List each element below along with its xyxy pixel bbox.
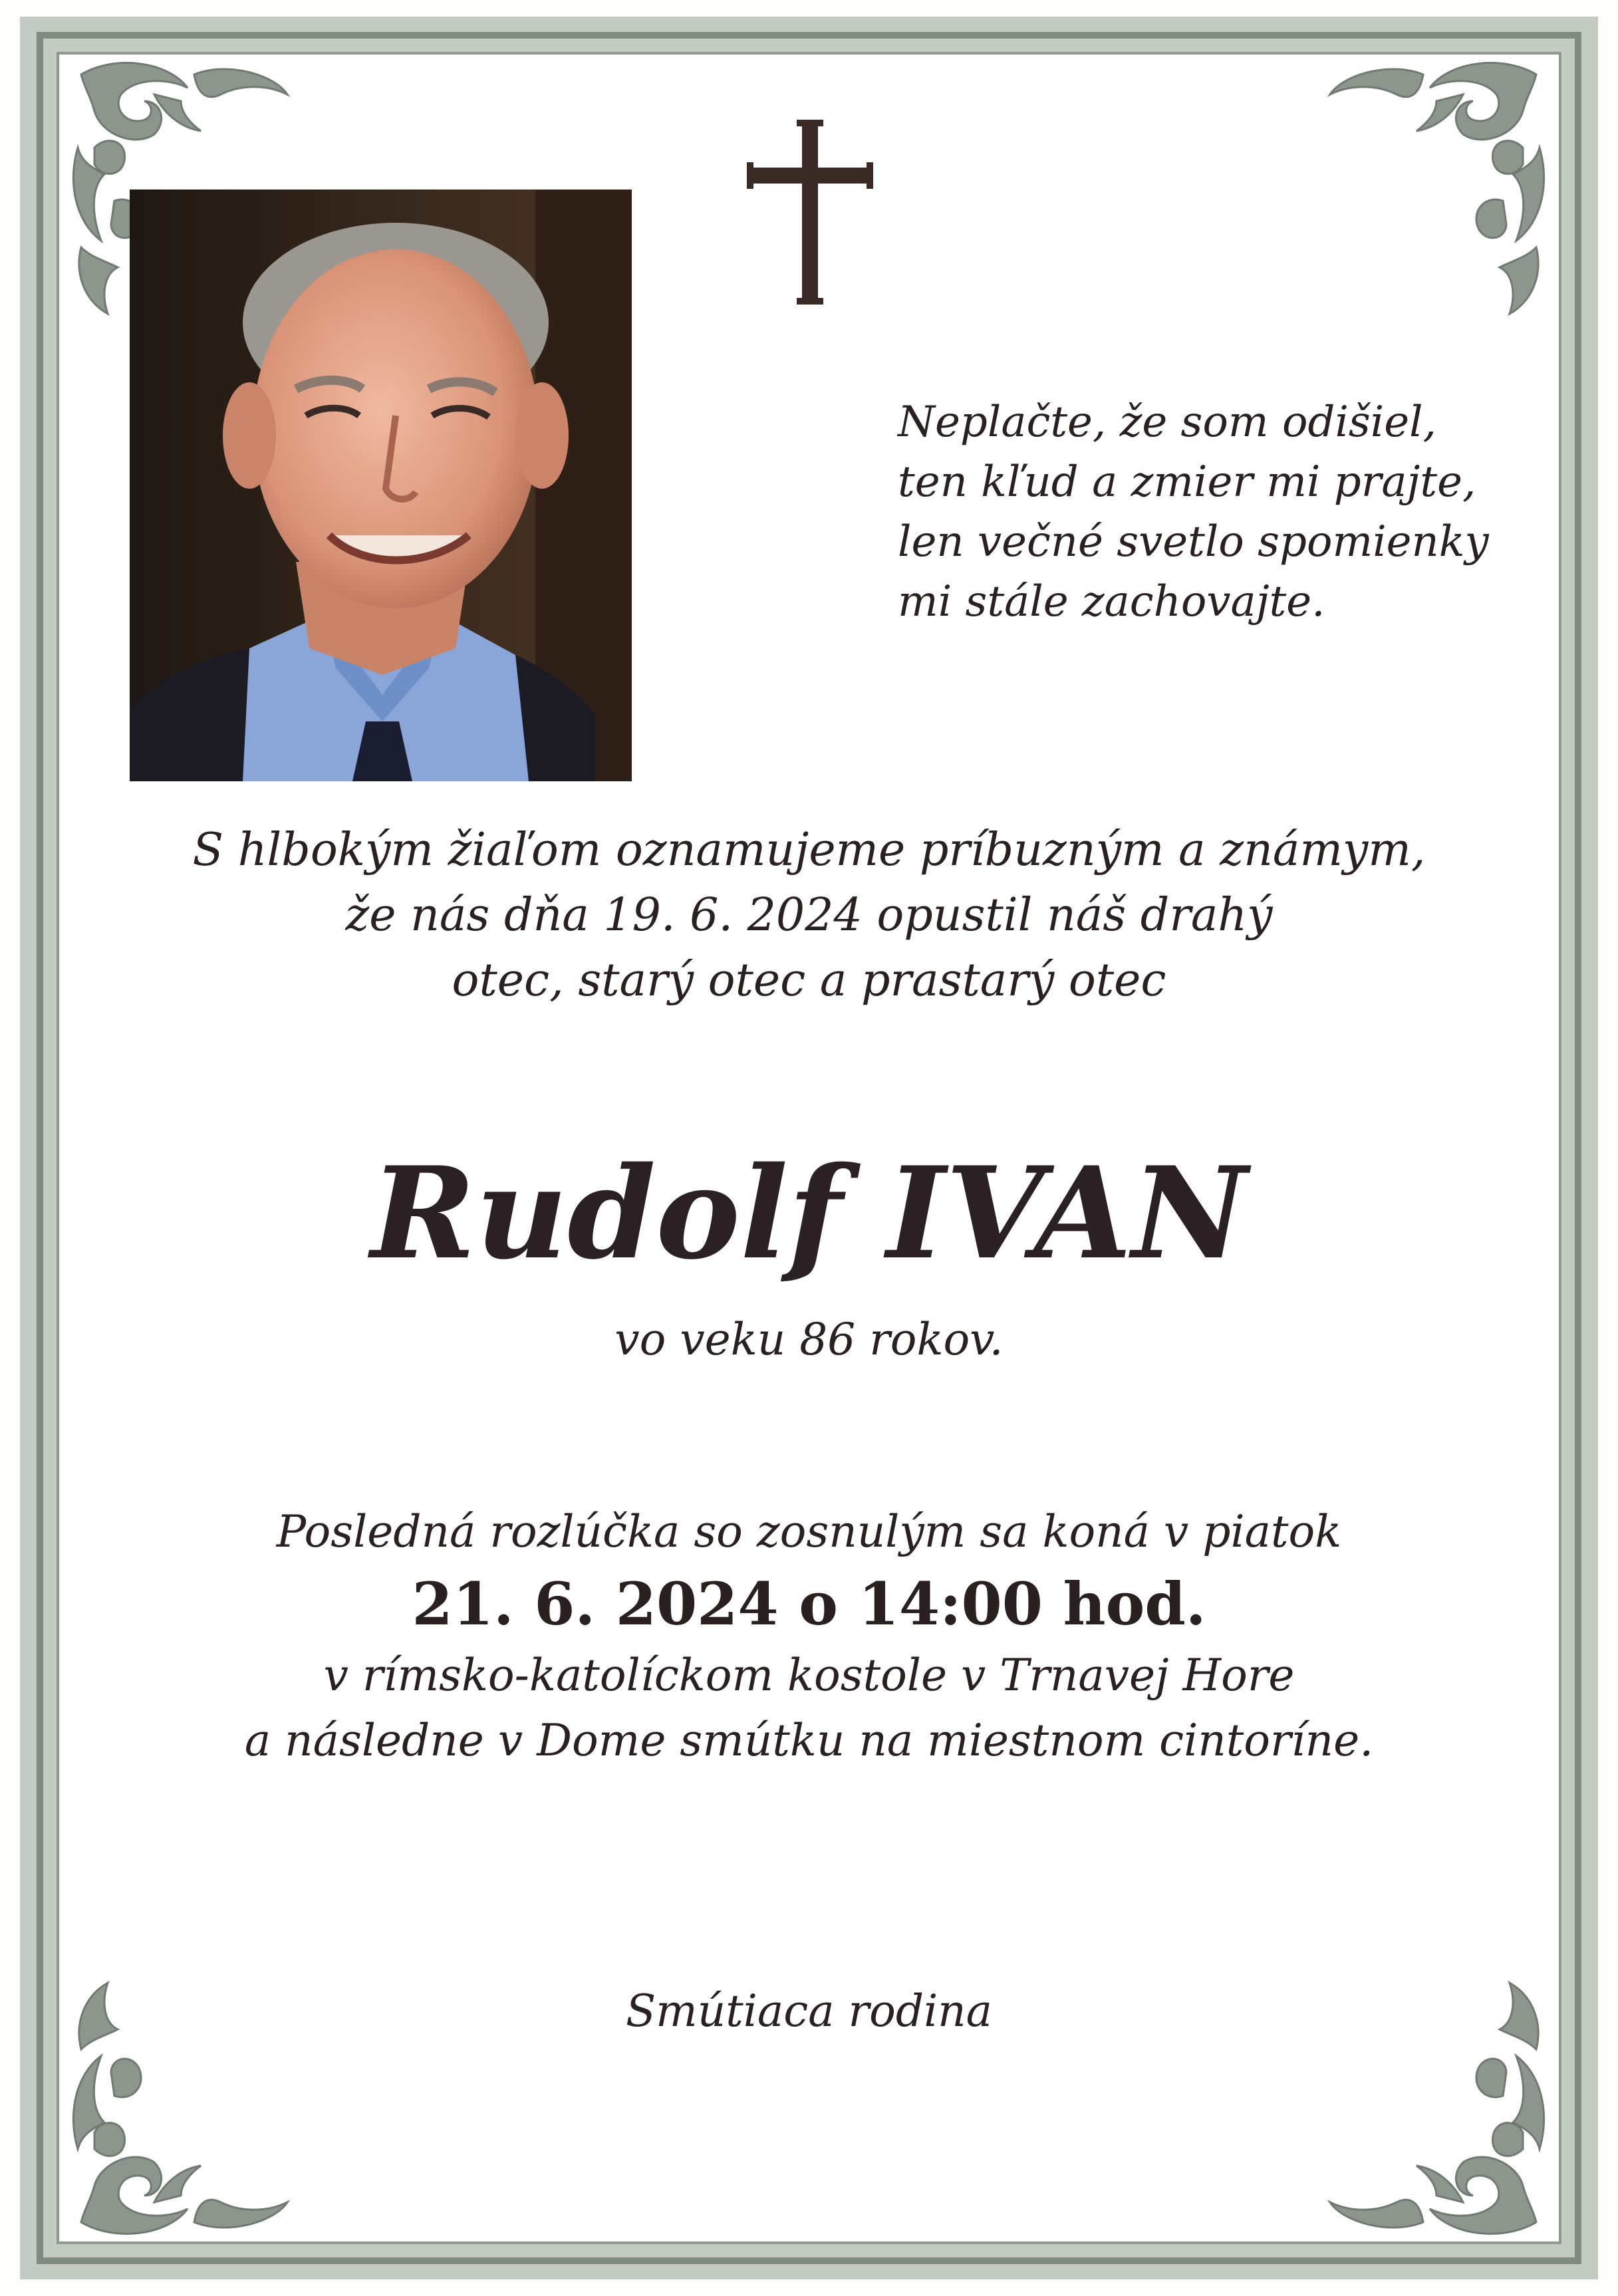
announcement-line: že nás dňa 19. 6. 2024 opustil náš drahý [345,889,1273,942]
announcement-line: otec, starý otec a prastarý otec [452,954,1166,1007]
poem-line: ten kľud a zmier mi prajte, [898,457,1476,507]
memorial-poem [898,392,1496,632]
deceased-age: vo veku 86 rokov. [614,1314,1004,1365]
signature: Smútiaca rodina [625,1985,993,2037]
announcement-line: S hlbokým žiaľom oznamujeme príbuzným a známym, [192,824,1426,876]
death-announcement [80,818,1538,1013]
funeral-details [80,1499,1538,1773]
cross-icon [743,120,876,306]
funeral-datetime: 21. 6. 2024 o 14:00 hod. [412,1569,1206,1638]
poem-line: mi stále zachovajte. [898,577,1325,626]
portrait-illustration [130,190,632,781]
poem-line: Neplačte, že som odišiel, [898,398,1436,447]
portrait-photo [130,190,632,781]
deceased-name: Rudolf IVAN [370,1139,1248,1287]
funeral-place: v rímsko-katolíckom kostole v Trnavej Hore [323,1650,1295,1701]
poem-line: len večné svetlo spomienky [898,517,1489,567]
funeral-intro: Posledná rozlúčka so zosnulým sa koná v piatok [276,1506,1342,1557]
floral-corner-ornament-icon [1323,48,1563,327]
funeral-place-followup: a následne v Dome smútku na miestnom cintoríne. [244,1715,1374,1766]
